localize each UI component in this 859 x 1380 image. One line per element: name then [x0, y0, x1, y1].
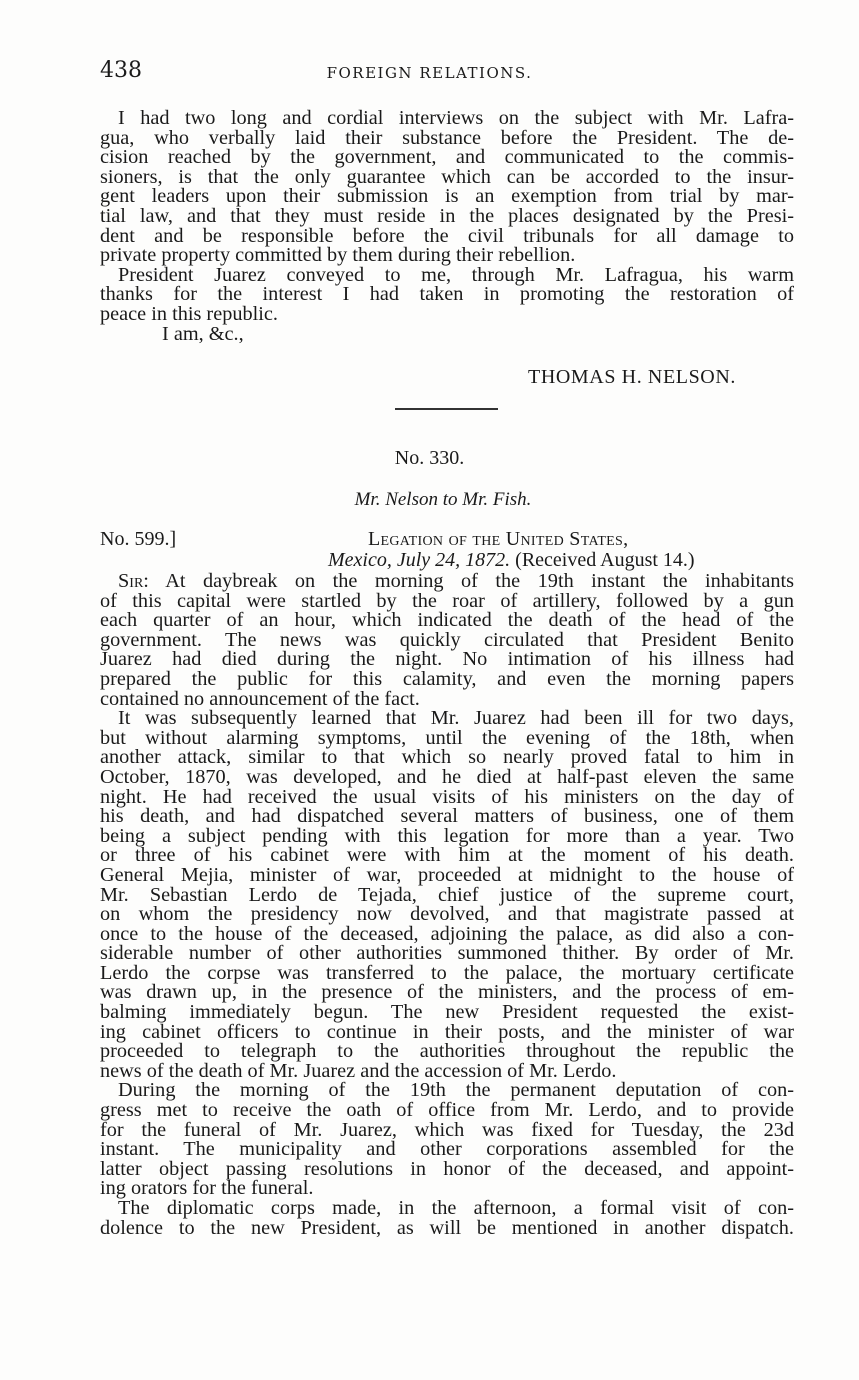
text-line: each quarter of an hour, which indicated the death of the head of the	[100, 609, 794, 632]
text-line: sioners, is that the only guarantee which can be accorded to the insur-	[100, 165, 794, 188]
text-line: Juarez had died during the night. No intimation of his illness had	[100, 648, 794, 671]
text-line: October, 1870, was developed, and he died at half-past eleven the same	[100, 765, 794, 788]
text-line: gress met to receive the oath of office from Mr. Lerdo, and to provide	[100, 1099, 794, 1122]
page-number: 438	[100, 58, 142, 83]
previous-dispatch-text	[100, 109, 794, 344]
text-line: for the funeral of Mr. Juarez, which was fixed for Tuesday, the 23d	[100, 1118, 794, 1141]
document-number: No. 330.	[394, 447, 465, 469]
text-line: dolence to the new President, as will be mentioned in another dispatch.	[100, 1216, 794, 1239]
text-line: being a subject pending with this legation for more than a year. Two	[100, 824, 794, 847]
text-line: or three of his cabinet were with him at the moment of his death.	[100, 844, 794, 867]
text-line: of this capital were startled by the roar of artillery, followed by a gun	[100, 589, 794, 612]
text-line: government. The news was quickly circulated that President Benito	[100, 628, 794, 651]
text-line: It was subsequently learned that Mr. Juarez had been ill for two days,	[118, 707, 794, 730]
text-line: ing orators for the funeral.	[100, 1177, 314, 1200]
text-line: night. He had received the usual visits of his ministers on the day of	[100, 785, 794, 808]
text-line: Lerdo the corpse was transferred to the palace, the mortuary certificate	[100, 961, 794, 984]
text-line: tial law, and that they must reside in the places designated by the Presi-	[100, 204, 794, 227]
text-line: General Mejia, minister of war, proceeded at midnight to the house of	[100, 863, 794, 886]
text-line: thanks for the interest I had taken in promoting the restoration of	[100, 283, 794, 306]
text-line: siderable number of other authorities summoned thither. By order of Mr.	[100, 942, 794, 965]
date-place: Mexico, July 24, 1872.	[328, 549, 511, 571]
text-line: dent and be responsible before the civil tribunals for all damage to	[100, 224, 794, 247]
text-line: ing cabinet officers to continue in their posts, and the minister of war	[100, 1020, 794, 1043]
section-divider	[395, 408, 498, 410]
text-line: prepared the public for this calamity, and even the morning papers	[100, 667, 794, 690]
text-line: but without alarming symptoms, until the evening of the 18th, when	[100, 726, 794, 749]
signature: THOMAS H. NELSON.	[528, 366, 736, 388]
dispatch-body	[100, 572, 794, 1238]
text-line: once to the house of the deceased, adjoining the palace, as did also a con-	[100, 922, 794, 945]
text-line: gua, who verbally laid their substance before the President. The de-	[100, 126, 794, 149]
dispatch-number: No. 599.]	[100, 528, 177, 550]
text-line: cision reached by the government, and communicated to the commis-	[100, 146, 794, 169]
text-line: The diplomatic corps made, in the afternoon, a formal visit of con-	[118, 1197, 794, 1219]
text-line: private property committed by them during their rebellion.	[100, 244, 576, 267]
text-line: balming immediately begun. The new President requested the exist-	[100, 1001, 794, 1024]
text-line: was drawn up, in the presence of the ministers, and the process of em-	[100, 981, 794, 1004]
received-note: (Received August 14.)	[515, 549, 695, 571]
dispatch-date	[328, 549, 695, 572]
sender-heading: Legation of the United States,	[368, 528, 629, 550]
closing-line: I am, &c.,	[162, 322, 244, 345]
text-line: another attack, similar to that which so nearly proved fatal to him in	[100, 746, 794, 769]
document-title: Mr. Nelson to Mr. Fish.	[354, 489, 532, 510]
text-line: gent leaders upon their submission is an exemption from trial by mar-	[100, 185, 794, 208]
text-line: news of the death of Mr. Juarez and the accession of Mr. Lerdo.	[100, 1059, 617, 1082]
text-line: instant. The municipality and other corporations assembled for the	[100, 1138, 794, 1161]
salutation: Sir:	[118, 570, 149, 592]
text-line: Sir: At daybreak on the morning of the 19th instant the inhabitants	[118, 570, 794, 592]
text-line: President Juarez conveyed to me, through Mr. Lafragua, his warm	[118, 263, 794, 286]
text-line: proceeded to telegraph to the authorities throughout the republic the	[100, 1040, 794, 1063]
text-line: peace in this republic.	[100, 302, 278, 325]
text-line: Mr. Sebastian Lerdo de Tejada, chief justice of the supreme court,	[100, 883, 794, 906]
text-line: latter object passing resolutions in honor of the deceased, and appoint-	[100, 1157, 794, 1180]
text-line: During the morning of the 19th the permanent deputation of con-	[118, 1079, 794, 1102]
text-line: contained no announcement of the fact.	[100, 687, 420, 710]
text-line: on whom the presidency now devolved, and that magistrate passed at	[100, 903, 794, 926]
text-line: his death, and had dispatched several matters of business, one of them	[100, 805, 794, 828]
text-line: I had two long and cordial interviews on the subject with Mr. Lafra-	[118, 107, 794, 129]
running-title: FOREIGN RELATIONS.	[326, 64, 533, 82]
